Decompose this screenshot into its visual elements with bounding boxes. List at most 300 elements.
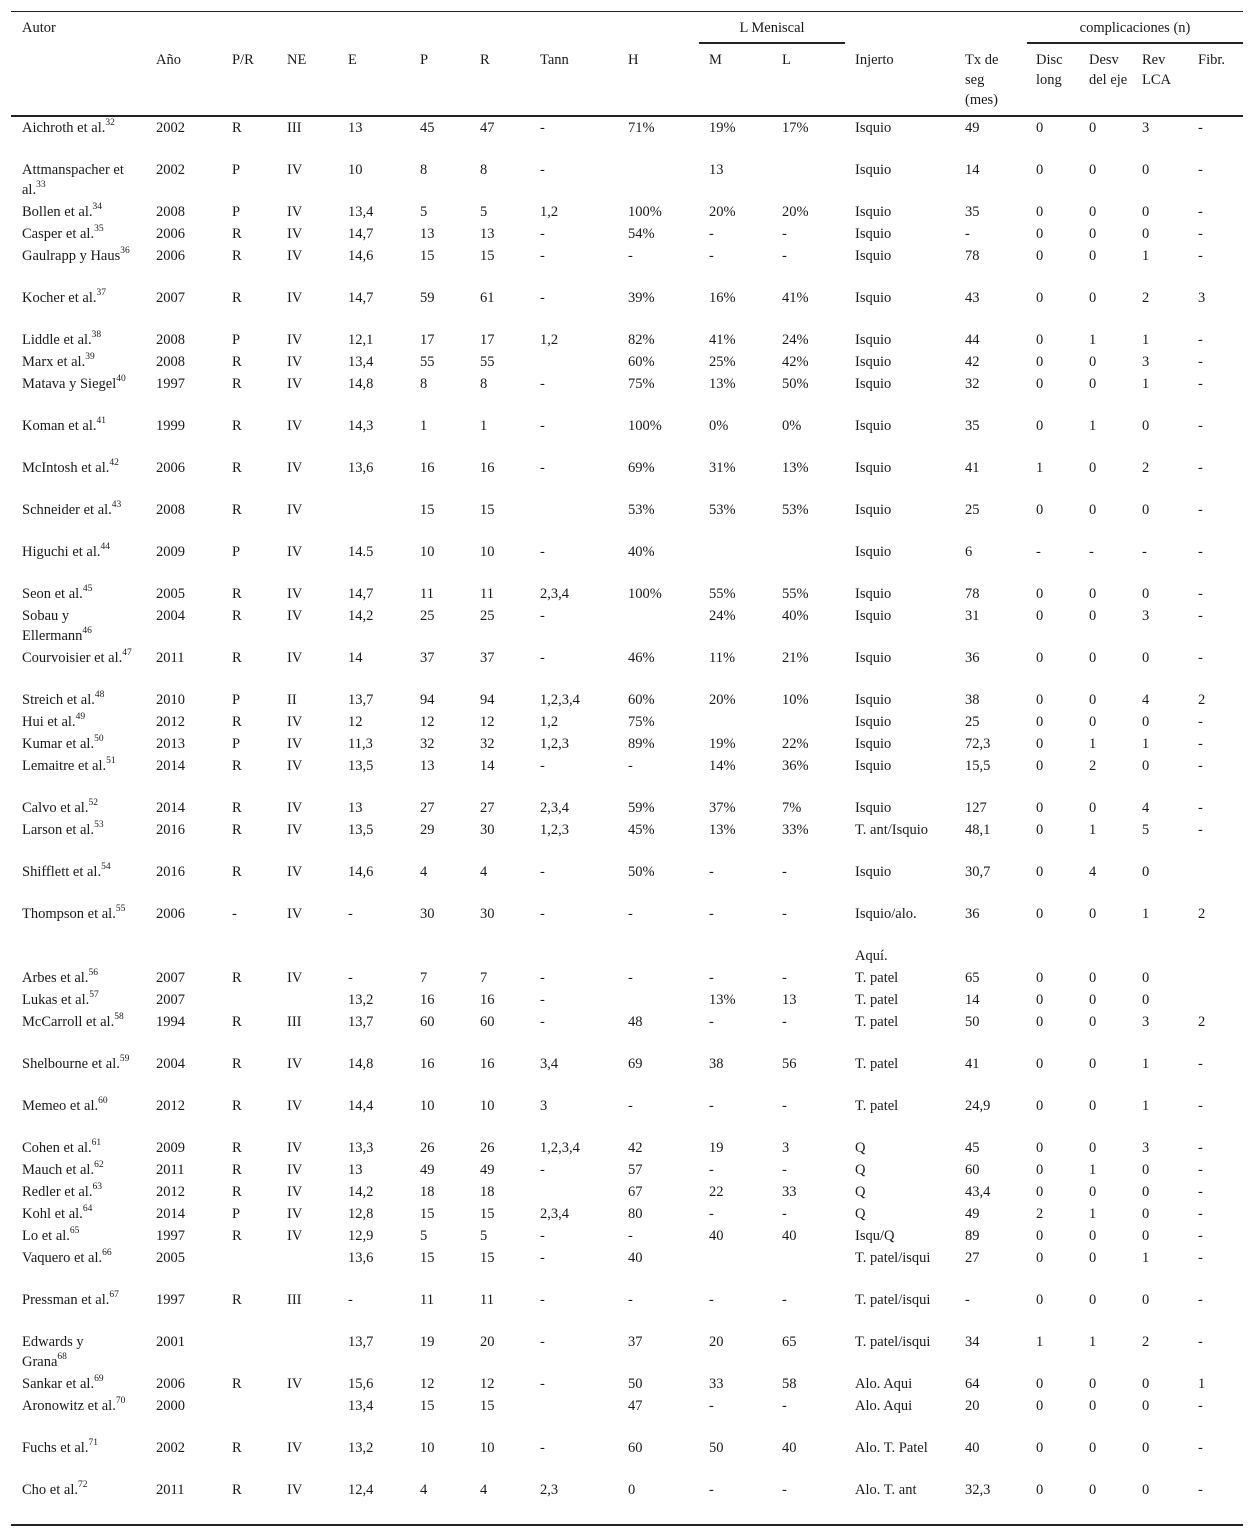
cell-tx: 65	[965, 970, 980, 986]
cell-m: -	[709, 1098, 714, 1114]
cell-h: 46%	[628, 650, 655, 666]
cell-disc: 0	[1036, 1184, 1044, 1200]
cell-anio: 2000	[156, 1398, 185, 1414]
cell-p: 29	[420, 822, 435, 838]
cell-m: 50	[709, 1440, 724, 1456]
cell-fibr: -	[1198, 1098, 1203, 1114]
cell-anio: 2006	[156, 906, 185, 922]
cell-injerto: Isquio	[855, 354, 892, 370]
cell-fibr: -	[1198, 1206, 1203, 1222]
cell-e: -	[348, 970, 353, 986]
reference-number: 43	[111, 500, 122, 511]
cell-p: 13	[420, 758, 435, 774]
cell-disc: 0	[1036, 332, 1044, 348]
cell-p: 60	[420, 1014, 435, 1030]
cell-disc: 0	[1036, 1228, 1044, 1244]
cell-fibr: -	[1198, 736, 1203, 752]
cell-tx: 42	[965, 354, 980, 370]
cell-p: 49	[420, 1162, 435, 1178]
cell-injerto: Isqu/Q	[855, 1228, 895, 1244]
cell-disc: 0	[1036, 1292, 1044, 1308]
cell-tx: 20	[965, 1398, 980, 1414]
cell-l: -	[782, 1098, 787, 1114]
cell-disc: 0	[1036, 376, 1044, 392]
cell-p: 25	[420, 608, 435, 624]
cell-tann: 2,3,4	[540, 800, 569, 816]
cell-injerto: T. ant/Isquio	[855, 822, 929, 838]
cell-e: 13,4	[348, 354, 374, 370]
cell-rev: 0	[1142, 418, 1150, 434]
cell-l: -	[782, 248, 787, 264]
cell-disc: 0	[1036, 1398, 1044, 1414]
cell-p: 10	[420, 1440, 435, 1456]
table-header-rule	[11, 115, 1243, 117]
cell-rev: 1	[1142, 1098, 1150, 1114]
cell-tann: 1,2,3	[540, 736, 569, 752]
autor-name: Schneider et al.	[22, 502, 112, 518]
cell-pr: R	[232, 1376, 242, 1392]
cell-injerto: Isquio	[855, 332, 892, 348]
cell-p: 30	[420, 906, 435, 922]
cell-r: 15	[480, 248, 495, 264]
cell-l: 53%	[782, 502, 809, 518]
cell-m: 11%	[709, 650, 736, 666]
cell-p: 15	[420, 248, 435, 264]
cell-fibr: -	[1198, 1250, 1203, 1266]
cell-anio: 2008	[156, 332, 185, 348]
complicaciones-group-rule	[1027, 42, 1243, 44]
cell-fibr: -	[1198, 354, 1203, 370]
cell-fibr: -	[1198, 1162, 1203, 1178]
cell-autor	[22, 968, 132, 988]
cell-anio: 2008	[156, 354, 185, 370]
cell-p: 19	[420, 1334, 435, 1350]
cell-e: 13,7	[348, 692, 374, 708]
cell-pr: R	[232, 354, 242, 370]
reference-number: 34	[92, 202, 102, 213]
cell-rev: 0	[1142, 1440, 1150, 1456]
cell-tx: 34	[965, 1334, 980, 1350]
cell-anio: 2014	[156, 800, 185, 816]
reference-number: 51	[106, 756, 116, 767]
cell-disc: 0	[1036, 586, 1044, 602]
cell-ne: IV	[287, 1098, 303, 1114]
cell-pr: P	[232, 736, 241, 752]
cell-injerto: Alo. Aqui	[855, 1376, 913, 1392]
cell-e: 13	[348, 120, 363, 136]
cell-fibr: -	[1198, 1292, 1203, 1308]
cell-rev: 3	[1142, 120, 1150, 136]
cell-l: 0%	[782, 418, 802, 434]
cell-rev: 0	[1142, 650, 1150, 666]
cell-h: 37	[628, 1334, 643, 1350]
cell-h: 57	[628, 1162, 643, 1178]
cell-rev: -	[1142, 544, 1147, 560]
cell-rev: 3	[1142, 1140, 1150, 1156]
cell-autor	[22, 584, 132, 604]
cell-e: 11,3	[348, 736, 373, 752]
cell-r: 13	[480, 226, 495, 242]
cell-ne: III	[287, 1292, 302, 1308]
cell-r: 8	[480, 162, 488, 178]
cell-ne: IV	[287, 544, 303, 560]
cell-p: 27	[420, 800, 435, 816]
autor-name: Koman et al.	[22, 418, 97, 434]
cell-p: 45	[420, 120, 435, 136]
cell-fibr: -	[1198, 460, 1203, 476]
cell-autor	[22, 756, 132, 776]
cell-pr: R	[232, 248, 242, 264]
cell-tann: -	[540, 460, 545, 476]
cell-tx: 6	[965, 544, 973, 560]
cell-h: 82%	[628, 332, 655, 348]
cell-disc: 0	[1036, 906, 1044, 922]
autor-name: Higuchi et al.	[22, 544, 101, 560]
cell-m: 16%	[709, 290, 736, 306]
cell-desv: 1	[1089, 1206, 1097, 1222]
cell-fibr: -	[1198, 1056, 1203, 1072]
cell-injerto: Alo. Aqui	[855, 1398, 913, 1414]
cell-l: 41%	[782, 290, 809, 306]
autor-name: Kocher et al.	[22, 290, 97, 306]
cell-m: 14%	[709, 758, 736, 774]
autor-name: Thompson et al.	[22, 906, 116, 922]
cell-ne: IV	[287, 502, 303, 518]
cell-r: 11	[480, 586, 494, 602]
cell-tx: 78	[965, 248, 980, 264]
cell-autor	[22, 1138, 132, 1158]
cell-desv: 0	[1089, 376, 1097, 392]
cell-e: 13,4	[348, 204, 374, 220]
cell-pr: R	[232, 864, 242, 880]
cell-rev: 0	[1142, 1206, 1150, 1222]
cell-e: 14.5	[348, 544, 374, 560]
cell-tx: 89	[965, 1228, 980, 1244]
cell-pr: P	[232, 204, 241, 220]
cell-e: 14,4	[348, 1098, 374, 1114]
cell-h: 60	[628, 1440, 643, 1456]
cell-rev: 0	[1142, 1376, 1150, 1392]
cell-fibr: -	[1198, 1140, 1203, 1156]
cell-l: 40	[782, 1228, 797, 1244]
cell-e: 13,4	[348, 1398, 374, 1414]
cell-r: 15	[480, 1206, 495, 1222]
cell-desv: 0	[1089, 1482, 1097, 1498]
cell-pr: -	[232, 906, 237, 922]
cell-injerto: Isquio	[855, 544, 892, 560]
cell-p: 26	[420, 1140, 435, 1156]
cell-tann: -	[540, 906, 545, 922]
cell-desv: -	[1089, 544, 1094, 560]
cell-rev: 0	[1142, 1482, 1150, 1498]
cell-l: -	[782, 906, 787, 922]
reference-number: 35	[94, 224, 104, 235]
cell-ne: II	[287, 692, 297, 708]
cell-rev: 1	[1142, 248, 1150, 264]
cell-tann: -	[540, 1334, 545, 1350]
cell-ne: IV	[287, 248, 303, 264]
cell-anio: 2006	[156, 460, 185, 476]
cell-fibr: 3	[1198, 290, 1206, 306]
cell-r: 16	[480, 1056, 495, 1072]
cell-disc: 0	[1036, 248, 1044, 264]
cell-desv: 0	[1089, 1292, 1097, 1308]
cell-fibr: -	[1198, 1228, 1203, 1244]
cell-p: 37	[420, 650, 435, 666]
cell-tann: -	[540, 758, 545, 774]
cell-autor	[22, 734, 132, 754]
cell-fibr: -	[1198, 608, 1203, 624]
meniscal-group-rule	[699, 42, 845, 44]
cell-r: 12	[480, 1376, 495, 1392]
cell-desv: 0	[1089, 1056, 1097, 1072]
col-header-e: E	[348, 52, 357, 68]
cell-autor	[22, 712, 132, 732]
cell-fibr: -	[1198, 418, 1203, 434]
cell-l: 58	[782, 1376, 797, 1392]
reference-number: 44	[100, 542, 111, 553]
cell-h: 71%	[628, 120, 655, 136]
autor-name: Lo et al.	[22, 1228, 70, 1244]
cell-rev: 1	[1142, 736, 1150, 752]
cell-h: 89%	[628, 736, 655, 752]
cell-ne: IV	[287, 290, 303, 306]
cell-ne: IV	[287, 1184, 303, 1200]
cell-tx: 24,9	[965, 1098, 991, 1114]
cell-ne: IV	[287, 736, 303, 752]
cell-injerto: Aquí.	[855, 948, 888, 964]
col-header-tann: Tann	[540, 52, 569, 68]
reference-number: 49	[75, 712, 86, 723]
cell-tx: 32,3	[965, 1482, 991, 1498]
cell-ne: IV	[287, 332, 303, 348]
cell-h: 75%	[628, 714, 655, 730]
cell-p: 10	[420, 1098, 435, 1114]
cell-ne: III	[287, 120, 302, 136]
cell-autor	[22, 374, 132, 394]
cell-h: 100%	[628, 418, 662, 434]
cell-disc: 2	[1036, 1206, 1044, 1222]
cell-h: -	[628, 248, 633, 264]
autor-name: Attmanspacher et al.	[22, 162, 124, 198]
cell-injerto: Isquio	[855, 714, 892, 730]
cell-h: 48	[628, 1014, 643, 1030]
cell-fibr: -	[1198, 758, 1203, 774]
col-header-ne: NE	[287, 52, 307, 68]
cell-r: 17	[480, 332, 495, 348]
cell-anio: 2009	[156, 544, 185, 560]
cell-l: -	[782, 1014, 787, 1030]
cell-disc: 0	[1036, 822, 1044, 838]
cell-m: -	[709, 226, 714, 242]
cell-tann: -	[540, 418, 545, 434]
cell-rev: 0	[1142, 864, 1150, 880]
reference-number: 42	[109, 458, 119, 469]
cell-desv: 0	[1089, 226, 1097, 242]
cell-autor	[22, 118, 132, 138]
cell-h: 40%	[628, 544, 655, 560]
cell-tann: -	[540, 290, 545, 306]
cell-ne: IV	[287, 800, 303, 816]
cell-m: 25%	[709, 354, 736, 370]
cell-ne: IV	[287, 586, 303, 602]
cell-pr: R	[232, 376, 242, 392]
cell-r: 94	[480, 692, 495, 708]
cell-p: 16	[420, 992, 435, 1008]
cell-m: 31%	[709, 460, 736, 476]
autor-name: McIntosh et al.	[22, 460, 110, 476]
cell-ne: IV	[287, 822, 303, 838]
cell-l: 17%	[782, 120, 809, 136]
cell-tann: 1,2,3	[540, 822, 569, 838]
cell-e: 13	[348, 800, 363, 816]
reference-number: 62	[94, 1160, 104, 1171]
cell-injerto: T. patel/isqui	[855, 1292, 931, 1308]
cell-m: 24%	[709, 608, 736, 624]
cell-desv: 0	[1089, 1228, 1097, 1244]
cell-m: 19	[709, 1140, 724, 1156]
cell-p: 15	[420, 1250, 435, 1266]
cell-pr: R	[232, 502, 242, 518]
cell-anio: 2016	[156, 822, 185, 838]
cell-rev: 0	[1142, 226, 1150, 242]
cell-tann: 1,2	[540, 204, 559, 220]
reference-number: 45	[82, 584, 93, 595]
cell-ne: IV	[287, 714, 303, 730]
cell-p: 16	[420, 1056, 435, 1072]
cell-tx: 32	[965, 376, 980, 392]
cell-l: 13	[782, 992, 797, 1008]
reference-number: 46	[82, 626, 92, 637]
cell-r: 49	[480, 1162, 495, 1178]
cell-disc: 0	[1036, 608, 1044, 624]
col-header-disc: Disc long	[1036, 52, 1063, 88]
cell-m: 20%	[709, 204, 736, 220]
cell-m: 55%	[709, 586, 736, 602]
cell-desv: 0	[1089, 906, 1097, 922]
autor-name: Bollen et al.	[22, 204, 93, 220]
autor-name: Vaquero et al.	[22, 1250, 103, 1266]
cell-m: -	[709, 1398, 714, 1414]
cell-m: 0%	[709, 418, 729, 434]
cell-p: 15	[420, 1206, 435, 1222]
cell-fibr: -	[1198, 162, 1203, 178]
cell-h: 42	[628, 1140, 643, 1156]
cell-l: -	[782, 864, 787, 880]
cell-r: 7	[480, 970, 488, 986]
autor-name: Gaulrapp y Haus	[22, 248, 121, 264]
cell-injerto: Isquio	[855, 586, 892, 602]
cell-autor	[22, 1204, 132, 1224]
cell-pr: R	[232, 1056, 242, 1072]
cell-injerto: Q	[855, 1162, 866, 1178]
reference-number: 36	[120, 246, 130, 257]
cell-ne: IV	[287, 162, 303, 178]
cell-anio: 2005	[156, 1250, 185, 1266]
cell-fibr: -	[1198, 1334, 1203, 1350]
cell-fibr: 1	[1198, 1376, 1206, 1392]
reference-number: 54	[101, 862, 111, 873]
cell-pr: R	[232, 1162, 242, 1178]
cell-tx: -	[965, 226, 970, 242]
cell-disc: 0	[1036, 1440, 1044, 1456]
cell-desv: 0	[1089, 1184, 1097, 1200]
cell-tx: 50	[965, 1014, 980, 1030]
reference-number: 58	[114, 1012, 124, 1023]
cell-injerto: Isquio	[855, 290, 892, 306]
cell-tann: -	[540, 248, 545, 264]
cell-h: -	[628, 1292, 633, 1308]
cell-desv: 0	[1089, 290, 1097, 306]
autor-name: Memeo et al.	[22, 1098, 99, 1114]
cell-injerto: T. patel	[855, 1014, 899, 1030]
cell-p: 13	[420, 226, 435, 242]
cell-r: 5	[480, 204, 488, 220]
cell-disc: 0	[1036, 1056, 1044, 1072]
cell-e: 10	[348, 162, 363, 178]
cell-e: 15,6	[348, 1376, 374, 1392]
cell-tx: 48,1	[965, 822, 991, 838]
cell-injerto: Isquio/alo.	[855, 906, 917, 922]
cell-rev: 0	[1142, 162, 1150, 178]
cell-m: 19%	[709, 736, 736, 752]
cell-injerto: Isquio	[855, 418, 892, 434]
cell-l: 7%	[782, 800, 802, 816]
cell-e: 14,8	[348, 1056, 374, 1072]
col-header-fibr: Fibr.	[1198, 52, 1225, 68]
cell-rev: 5	[1142, 822, 1150, 838]
cell-ne: IV	[287, 1162, 303, 1178]
cell-injerto: Q	[855, 1140, 866, 1156]
cell-tann: 3,4	[540, 1056, 559, 1072]
autor-name: Liddle et al.	[22, 332, 92, 348]
cell-injerto: Isquio	[855, 608, 892, 624]
cell-tann: -	[540, 650, 545, 666]
cell-injerto: Isquio	[855, 758, 892, 774]
cell-ne: IV	[287, 758, 303, 774]
autor-name: Streich et al.	[22, 692, 95, 708]
cell-r: 11	[480, 1292, 494, 1308]
cell-tx: 72,3	[965, 736, 991, 752]
cell-injerto: Isquio	[855, 248, 892, 264]
cell-rev: 0	[1142, 204, 1150, 220]
cell-l: 33%	[782, 822, 809, 838]
cell-pr: R	[232, 608, 242, 624]
cell-desv: 0	[1089, 1376, 1097, 1392]
cell-r: 16	[480, 460, 495, 476]
cell-tann: 1,2	[540, 332, 559, 348]
cell-tann: -	[540, 608, 545, 624]
cell-ne: IV	[287, 354, 303, 370]
cell-disc: 0	[1036, 1162, 1044, 1178]
cell-anio: 2014	[156, 1206, 185, 1222]
cell-anio: 2006	[156, 226, 185, 242]
cell-r: 4	[480, 864, 488, 880]
cell-ne: IV	[287, 1228, 303, 1244]
cell-r: 30	[480, 906, 495, 922]
cell-rev: 4	[1142, 800, 1150, 816]
cell-h: 59%	[628, 800, 655, 816]
cell-pr: P	[232, 162, 241, 178]
cell-desv: 0	[1089, 120, 1097, 136]
cell-h: 47	[628, 1398, 643, 1414]
cell-desv: 0	[1089, 714, 1097, 730]
cell-rev: 0	[1142, 1398, 1150, 1414]
cell-disc: 0	[1036, 1376, 1044, 1392]
cell-rev: 0	[1142, 714, 1150, 730]
cell-ne: IV	[287, 418, 303, 434]
cell-ne: IV	[287, 1140, 303, 1156]
